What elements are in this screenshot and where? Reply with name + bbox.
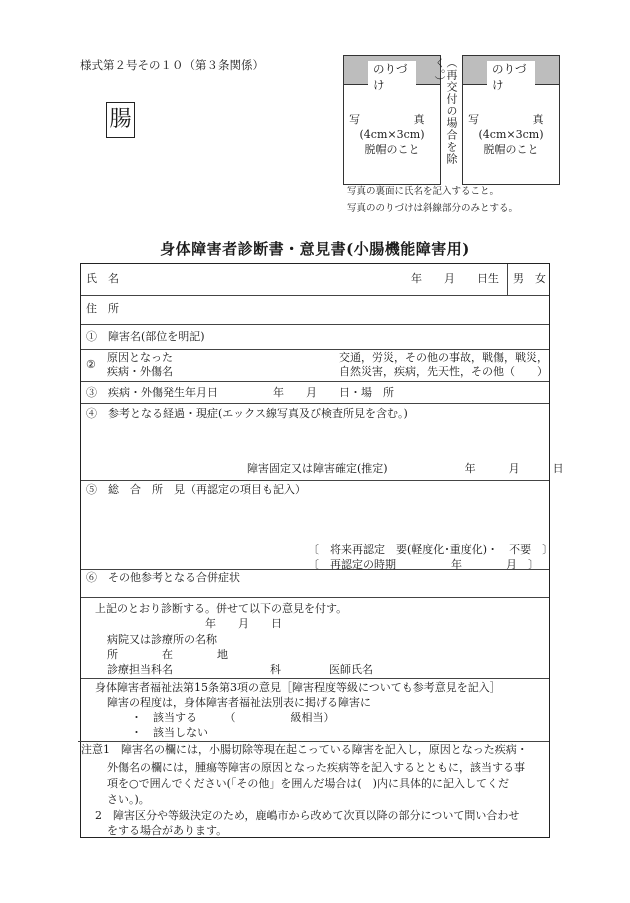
photo-note-1: 写真の裏面に氏名を記入すること。	[347, 186, 500, 197]
address-label: 住 所	[86, 302, 119, 315]
department-unit: 科	[270, 663, 281, 676]
note-1-cont-3: さい。)。	[107, 793, 150, 806]
divider	[81, 349, 549, 350]
birth-date-label: 年 月 日生	[411, 272, 499, 285]
divider	[78, 741, 549, 742]
photo-size: (4cm×3cm)	[359, 128, 425, 141]
doctor-name-label: 医師氏名	[329, 663, 373, 676]
opinion-not-applicable: ・ 該当しない	[131, 726, 208, 739]
cause-options-1: 交通，労災，その他の事故，戦傷，戦災，	[339, 351, 548, 364]
diagnosis-form	[80, 263, 564, 838]
note-1-cont-2: 項を○で囲んでください(「その他」を囲んだ場合は( )内に具体的に記入してくだ	[107, 777, 509, 790]
form-number: 様式第２号その１０（第３条関係）	[80, 58, 264, 72]
photo-note: 脱帽のこと	[483, 143, 539, 156]
divider	[81, 324, 549, 325]
glue-area	[344, 56, 440, 92]
note-2-cont: をする場合があります。	[107, 824, 228, 837]
photo-label: 写 真	[468, 113, 554, 126]
cause-options-2: 自然災害，疾病，先天性，その他（ ）	[339, 365, 548, 378]
photo-note-2: 写真ののりづけは斜線部分のみとする。	[347, 203, 519, 214]
hospital-address-label: 所 在 地	[107, 648, 228, 661]
item2-number: ②	[86, 358, 96, 371]
complications-label: ⑥ その他参考となる合併症状	[86, 571, 240, 584]
glue-label: のりづけ	[368, 61, 416, 93]
divider	[81, 597, 549, 598]
overall-findings-label: ⑤ 総 合 所 見（再認定の項目も記入）	[86, 483, 306, 496]
divider	[507, 264, 508, 295]
opinion-subtitle: 障害の程度は，身体障害者福祉法別表に掲げる障害に	[107, 696, 371, 709]
note-1-cont-1: 外傷名の欄には，腫瘍等障害の原因となった疾病等を記入するとともに，該当する事	[107, 761, 525, 774]
cause-label-1: 原因となった	[107, 351, 173, 364]
divider	[81, 569, 549, 570]
reissue-note: （再交付の場合を除く。）	[433, 57, 458, 165]
history-label: ④ 参考となる経過・現症(エックス線写真及び検査所見を含む。)	[86, 407, 408, 420]
glue-label: のりづけ	[487, 61, 535, 93]
divider	[81, 295, 549, 296]
opinion-title: 身体障害者福祉法第15条第3項の意見［障害程度等級についても参考意見を記入］	[95, 681, 501, 694]
page-title: 身体障害者診断書・意見書(小腸機能障害用)	[160, 240, 470, 258]
diagnosis-intro: 上記のとおり診断する。併せて以下の意見を付す。	[95, 602, 348, 615]
divider	[81, 480, 549, 481]
sex-label: 男 女	[513, 272, 546, 285]
name-label: 氏 名	[86, 272, 119, 285]
divider	[81, 678, 549, 679]
photo-box-right	[462, 55, 560, 185]
glue-area	[463, 56, 559, 92]
photo-label: 写 真	[349, 113, 435, 126]
photo-size: (4cm×3cm)	[478, 128, 544, 141]
category-stamp: 腸	[106, 102, 135, 138]
note-2: 2 障害区分や等級決定のため，鹿嶋市から改めて次頁以降の部分について問い合わせ	[95, 809, 520, 822]
recert-line-1: 〔 将来再認定 要(軽度化･重度化)・ 不要 〕	[308, 543, 554, 556]
cause-label-2: 疾病・外傷名	[107, 365, 173, 378]
fixed-date-label: 障害固定又は障害確定(推定) 年 月 日	[247, 462, 564, 475]
disability-name-label: ① 障害名(部位を明記)	[86, 330, 205, 343]
photo-box-left	[343, 55, 441, 185]
opinion-applicable: ・ 該当する （ 級相当）	[131, 711, 335, 724]
onset-date-label: ③ 疾病・外傷発生年月日 年 月 日・場 所	[86, 386, 394, 399]
diagnosis-date: 年 月 日	[205, 617, 282, 630]
note-1: 注意1 障害名の欄には，小腸切除等現在起こっている障害を記入し，原因となった疾病・	[81, 743, 528, 756]
recert-line-2: 〔 再認定の時期 年 月 〕	[308, 558, 539, 571]
hospital-name-label: 病院又は診療所の名称	[107, 633, 217, 646]
department-label: 診療担当科名	[107, 663, 173, 676]
divider	[81, 403, 549, 404]
photo-note: 脱帽のこと	[364, 143, 420, 156]
divider	[81, 381, 549, 382]
